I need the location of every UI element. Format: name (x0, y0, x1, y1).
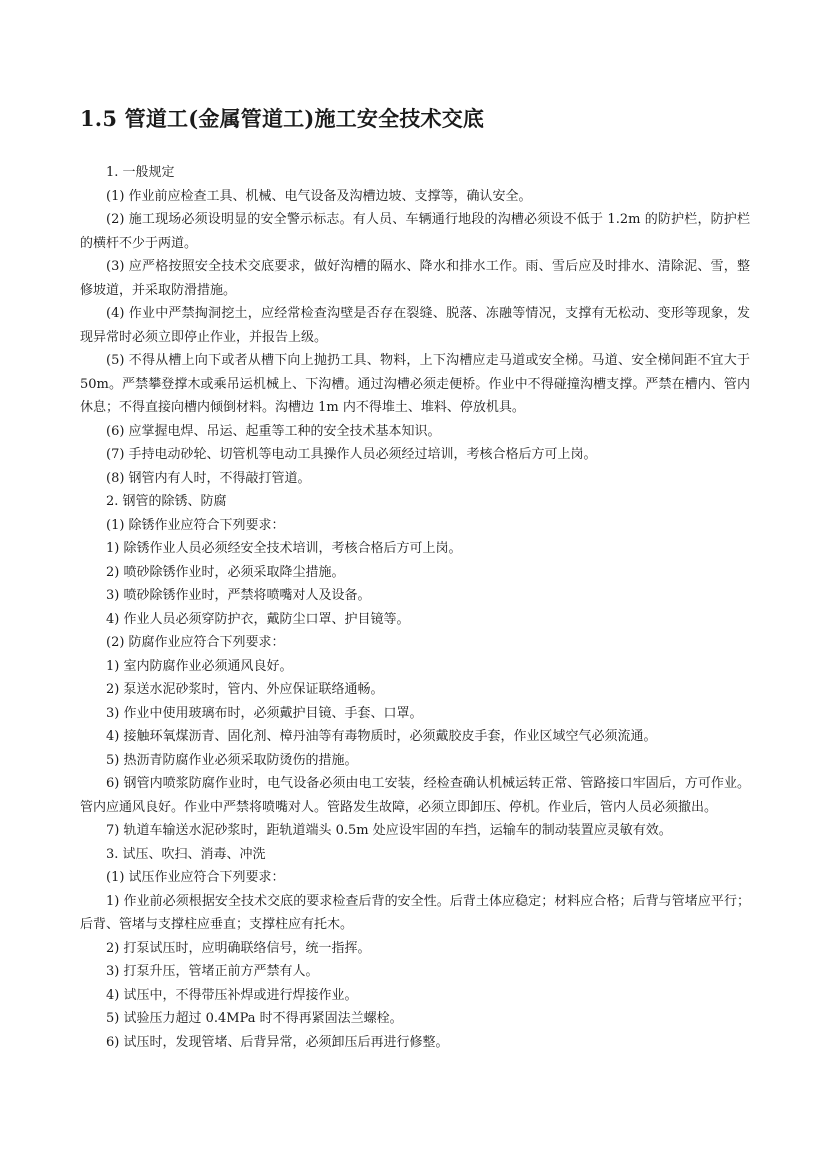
paragraph: (1) 除锈作业应符合下列要求： (106, 517, 285, 533)
paragraph: (2) 防腐作业应符合下列要求： (106, 635, 285, 650)
paragraph: (3) 应严格按照安全技术交底要求，做好沟槽的隔水、降水和排水工作。雨、雪后应及时排水、清除泥、雪，整修坡道，并采取防滑措施。 (80, 259, 750, 298)
paragraph: 5) 试验压力超过 0.4MPa 时不得再紧固法兰螺栓。 (106, 1011, 403, 1026)
paragraph: (8) 钢管内有人时，不得敲打管道。 (106, 470, 311, 486)
paragraph: (6) 应掌握电焊、吊运、起重等工种的安全技术基本知识。 (106, 423, 441, 439)
section-title: 1.5 管道工(金属管道工)施工安全技术交底 (80, 106, 485, 131)
paragraph: 2) 打泵试压时，应明确联络信号，统一指挥。 (106, 940, 371, 956)
paragraph: 4) 接触环氧煤沥青、固化剂、樟丹油等有毒物质时，必须戴胶皮手套，作业区域空气必须流通。 (106, 729, 657, 744)
document-body (80, 161, 750, 1054)
paragraph: (1) 试压作业应符合下列要求： (106, 870, 285, 885)
paragraph: (1) 作业前应检查工具、机械、电气设备及沟槽边坡、支撑等，确认安全。 (106, 188, 532, 204)
paragraph: (7) 手持电动砂轮、切管机等电动工具操作人员必须经过培训，考核合格后方可上岗。 (106, 447, 597, 462)
paragraph: 7) 轨道车输送水泥砂浆时，距轨道端头 0.5m 处应设牢固的车挡，运输车的制动装置应灵敏有效。 (106, 823, 672, 838)
paragraph: 3) 打泵升压，管堵正前方严禁有人。 (106, 964, 319, 979)
paragraph: (5) 不得从槽上向下或者从槽下向上抛扔工具、物料，上下沟槽应走马道或安全梯。马道、安全梯间距不宜大于 50m。严禁攀登撑木或乘吊运机械上、下沟槽。通过沟槽必须走便桥。作业中不得碰撞沟槽支撑。严禁在槽内、管内休息；不得直接向槽内倾倒材料。沟槽边 1m 内不得堆土、堆料、停放机具。 (80, 353, 750, 415)
paragraph: 2. 钢管的除锈、防腐 (106, 494, 227, 509)
paragraph: 2) 泵送水泥砂浆时，管内、外应保证联络通畅。 (106, 682, 384, 697)
paragraph: (2) 施工现场必须设明显的安全警示标志。有人员、车辆通行地段的沟槽必须设不低于 1.2m 的防护栏，防护栏的横杆不少于两道。 (80, 212, 750, 251)
paragraph: 1) 室内防腐作业必须通风良好。 (106, 658, 293, 674)
paragraph: 1. 一般规定 (106, 165, 175, 180)
paragraph: 4) 试压中，不得带压补焊或进行焊接作业。 (106, 987, 358, 1003)
paragraph: 1) 作业前必须根据安全技术交底的要求检查后背的安全性。后背土体应稳定；材料应合格；后背与管堵应平行；后背、管堵与支撑柱应垂直；支撑柱应有托木。 (80, 893, 750, 932)
paragraph: 5) 热沥青防腐作业必须采取防烫伤的措施。 (106, 752, 358, 768)
paragraph: 6) 钢管内喷浆防腐作业时，电气设备必须由电工安装，经检查确认机械运转正常、管路接口牢固后，方可作业。管内应通风良好。作业中严禁将喷嘴对人。管路发生故障，必须立即卸压、停机。作业后，管内人员必须撤出。 (80, 776, 750, 815)
paragraph: 3) 作业中使用玻璃布时，必须戴护目镜、手套、口罩。 (106, 705, 423, 721)
paragraph: 2) 喷砂除锈作业时，必须采取降尘措施。 (106, 564, 345, 580)
paragraph: 3. 试压、吹扫、消毒、冲洗 (106, 846, 266, 862)
paragraph: 6) 试压时，发现管堵、后背异常，必须卸压后再进行修整。 (106, 1034, 449, 1050)
paragraph: 1) 除锈作业人员必须经安全技术培训，考核合格后方可上岗。 (106, 541, 462, 556)
paragraph: 4) 作业人员必须穿防护衣，戴防尘口罩、护目镜等。 (106, 611, 410, 627)
paragraph: (4) 作业中严禁掏洞挖土，应经常检查沟壁是否存在裂缝、脱落、冻融等情况，支撑有无松动、变形等现象，发现异常时必须立即停止作业，并报告上级。 (80, 306, 750, 345)
paragraph: 3) 喷砂除锈作业时，严禁将喷嘴对人及设备。 (106, 588, 371, 603)
